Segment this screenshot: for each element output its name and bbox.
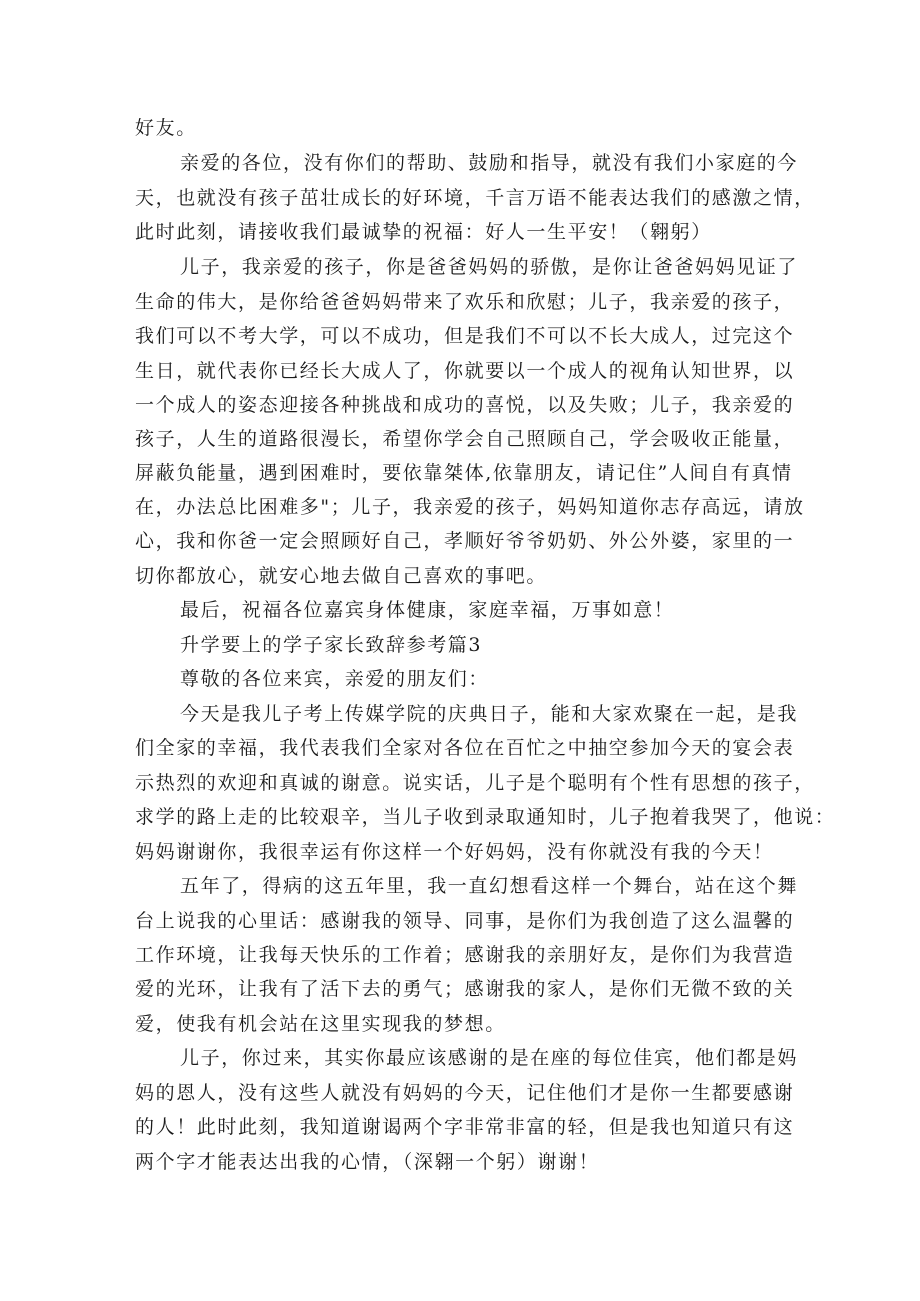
text-line: 台上说我的心里话：感谢我的领导、同事，是你们为我创造了这么温馨的	[135, 910, 795, 932]
text-line: 妈妈谢谢你，我很幸运有你这样一个好妈妈，没有你就没有我的今天！	[135, 841, 774, 863]
text-line: 切你都放心，就安心地去做自己喜欢的事吧。	[135, 565, 548, 587]
text-line: 孩子，人生的道路很漫长，希望你学会自己照顾自己，学会吸收正能量，	[135, 428, 795, 450]
text-line: 生日，就代表你已经长大成人了，你就要以一个成人的视角认知世界，以	[135, 360, 795, 382]
text-line: 屏蔽负能量，遇到困难时，要依靠桀体,依靠朋友，请记住”人间自有真情	[135, 462, 793, 484]
text-line: 一个成人的姿态迎接各种挑战和成功的喜悦，以及失败；儿子，我亲爱的	[135, 394, 795, 416]
salutation: 尊敬的各位来宾，亲爱的朋友们：	[180, 668, 490, 690]
text-line: 的人！此时此刻，我知道谢谒两个字非常非富的轻，但是我也知道只有这	[135, 1116, 795, 1138]
paragraph-first-line: 五年了，得病的这五年里，我一直幻想看这样一个舞台，站在这个舞	[180, 875, 799, 897]
paragraph-first-line: 儿子，我亲爱的孩子，你是爸爸妈妈的骄傲，是你让爸爸妈妈见证了	[180, 256, 799, 278]
text-line: 爱的光环，让我有了活下去的勇气；感谢我的家人，是你们无微不致的关	[135, 978, 795, 1000]
paragraph-first-line: 亲爱的各位，没有你们的帮助、鼓励和指导，就没有我们小家庭的今	[180, 152, 799, 174]
paragraph-first-line: 儿子，你过来，其实你最应该感谢的是在座的每位佳宾，他们都是妈	[180, 1047, 799, 1069]
text-line: 爱，使我有机会站在这里实现我的梦想。	[135, 1013, 506, 1035]
text-line: 此时此刻，请接收我们最诚挚的祝福：好人一生平安！（翱躬）	[135, 221, 712, 243]
text-line: 天，也就没有孩子茁壮成长的好环境，千言万语不能表达我们的感激之情，	[135, 187, 815, 209]
paragraph-first-line: 最后，祝福各位嘉宾身体健康，家庭幸福，万事如意！	[180, 599, 675, 621]
section-heading: 升学要上的学子家长致辞参考篇3	[180, 634, 483, 656]
paragraph-first-line: 今天是我儿子考上传媒学院的庆典日子，能和大家欢聚在一起，是我	[180, 703, 799, 725]
text-line: 生命的伟大，是你给爸爸妈妈带来了欢乐和欣慰；儿子，我亲爱的孩子，	[135, 291, 795, 313]
text-line: 工作环境，让我每天快乐的工作着；感谢我的亲朋好友，是你们为我营造	[135, 944, 795, 966]
text-line: 好友。	[135, 117, 197, 139]
text-line: 心，我和你爸一定会照顾好自己，孝顺好爷爷奶奶、外公外婆，家里的一	[135, 530, 795, 552]
text-line: 两个字才能表达出我的心情，（深翱一个躬）谢谢！	[135, 1151, 600, 1173]
text-line: 妈的恩人，没有这些人就没有妈妈的今天，记住他们才是你一生都要感谢	[135, 1082, 795, 1104]
text-line: 示热烈的欢迎和真诚的谢意。说实话，儿子是个聪明有个性有思想的孩子，	[135, 772, 815, 794]
text-line: 求学的路上走的比较艰辛，当儿子收到录取通知时，儿子抱着我哭了，他说：	[135, 806, 836, 828]
text-line: 我们可以不考大学，可以不成功，但是我们不可以不长大成人，过完这个	[135, 325, 795, 347]
text-line: 们全家的幸福，我代表我们全家对各位在百忙之中抽空参加今天的宴会表	[135, 737, 795, 759]
text-line: 在，办法总比困难多"；儿子，我亲爱的孩子，妈妈知道你志存高远，请放	[135, 496, 805, 518]
